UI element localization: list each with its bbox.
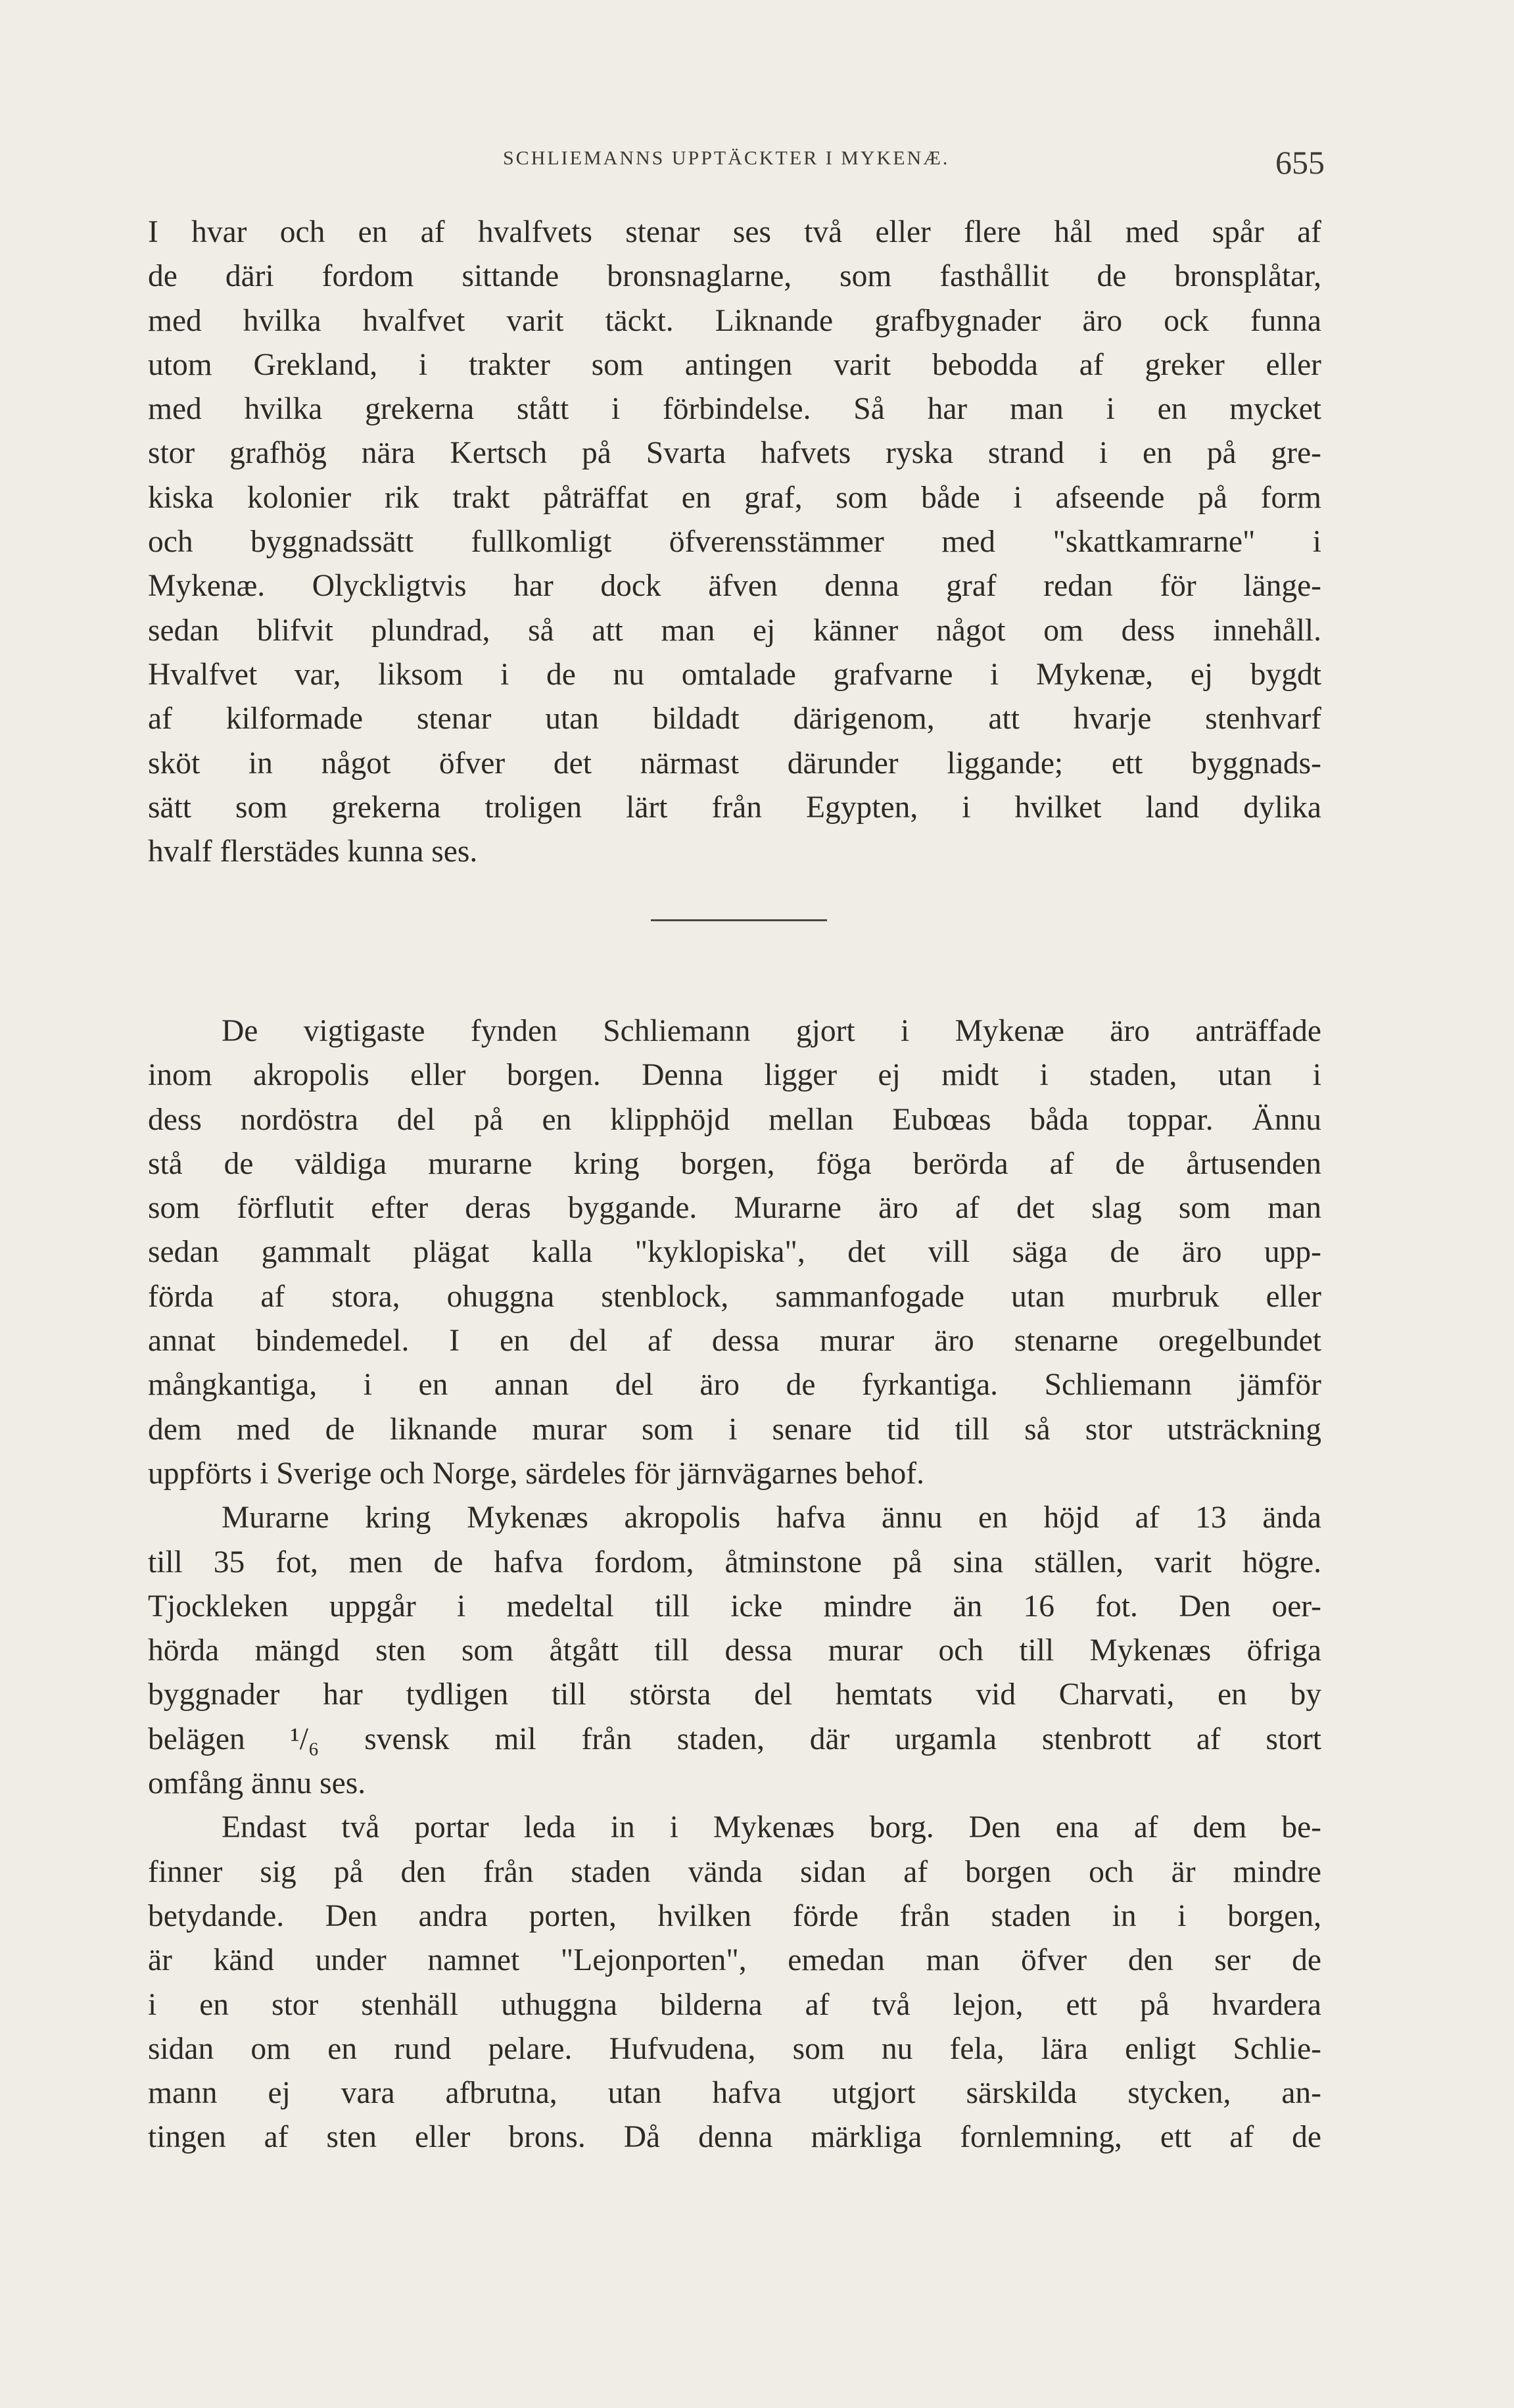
text-line: Tjockleken uppgår i medeltal till icke mindre än 16 fot. Den oer-: [148, 1589, 1321, 1624]
text-line: I hvar och en af hvalfvets stenar ses två eller flere hål med spår af: [148, 215, 1321, 249]
paragraph-akropolis: [148, 1009, 1321, 2160]
text-line: dess nordöstra del på en klipphöjd mellan Eubœas båda toppar. Ännu: [148, 1102, 1321, 1137]
page-number: 655: [1275, 144, 1325, 181]
text-line: De vigtigaste fynden Schliemann gjort i Mykenæ äro anträffade: [222, 1014, 1321, 1048]
text-line: Endast två portar leda in i Mykenæs borg. Den ena af dem be-: [222, 1810, 1321, 1845]
text-line: tingen af sten eller brons. Då denna märkliga fornlemning, ett af de: [148, 2120, 1321, 2155]
text-line: och byggnadssätt fullkomligt öfverensstämmer med "skattkamrarne" i: [148, 525, 1321, 560]
text-line: utom Grekland, i trakter som antingen varit bebodda af greker eller: [148, 347, 1321, 382]
text-line: hvalf flerstädes kunna ses.: [148, 834, 478, 869]
text-line: sedan gammalt plägat kalla "kyklopiska", det vill säga de äro upp-: [148, 1235, 1321, 1270]
text-line: sedan blifvit plundrad, så att man ej känner något om dess innehåll.: [148, 613, 1321, 648]
text-line: kiska kolonier rik trakt påträffat en graf, som både i afseende på form: [148, 480, 1321, 515]
text-line: omfång ännu ses.: [148, 1766, 366, 1801]
text-line: sköt in något öfver det närmast därunder liggande; ett byggnads-: [148, 746, 1321, 781]
text-line: hörda mängd sten som åtgått till dessa murar och till Mykenæs öfriga: [148, 1633, 1321, 1668]
paragraph-hvalf: [148, 210, 1321, 874]
text-line: mann ej vara afbrutna, utan hafva utgjort särskilda stycken, an-: [148, 2076, 1321, 2111]
text-line: som förflutit efter deras byggande. Murarne äro af det slag som man: [148, 1191, 1321, 1226]
text-line: Mykenæ. Olyckligtvis har dock äfven denna graf redan för länge-: [148, 569, 1321, 604]
text-line: dem med de liknande murar som i senare tid till så stor utsträckning: [148, 1412, 1321, 1447]
text-line: de däri fordom sittande bronsnaglarne, som fasthållit de bronsplåtar,: [148, 259, 1321, 294]
text-line: i en stor stenhäll uthuggna bilderna af två lejon, ett på hvardera: [148, 1987, 1321, 2022]
text-line: uppförts i Sverige och Norge, särdeles för järnvägarnes behof.: [148, 1456, 924, 1491]
page-header: [148, 143, 1325, 183]
text-line: till 35 fot, men de hafva fordom, åtminstone på sina ställen, varit högre.: [148, 1545, 1321, 1579]
section-divider: [651, 919, 827, 921]
text-line: sätt som grekerna troligen lärt från Egypten, i hvilket land dylika: [148, 790, 1321, 825]
text-line: inom akropolis eller borgen. Denna ligger ej midt i staden, utan i: [148, 1058, 1321, 1093]
text-line: med hvilka hvalfvet varit täckt. Liknande grafbygnader äro ock funna: [148, 303, 1321, 338]
text-line: annat bindemedel. I en del af dessa murar äro stenarne oregelbundet: [148, 1324, 1321, 1359]
text-line: mångkantiga, i en annan del äro de fyrkantiga. Schliemann jämför: [148, 1368, 1321, 1403]
text-line: stor grafhög nära Kertsch på Svarta hafvets ryska strand i en på gre-: [148, 436, 1321, 471]
text-line: Hvalfvet var, liksom i de nu omtalade grafvarne i Mykenæ, ej bygdt: [148, 657, 1321, 692]
text-line: är känd under namnet "Lejonporten", emedan man öfver den ser de: [148, 1943, 1321, 1978]
text-line: betydande. Den andra porten, hvilken förde från staden in i borgen,: [148, 1898, 1321, 1933]
text-line: af kilformade stenar utan bildadt därigenom, att hvarje stenhvarf: [148, 702, 1321, 736]
text-line: sidan om en rund pelare. Hufvudena, som nu fela, lära enligt Schlie-: [148, 2031, 1321, 2066]
text-line: stå de väldiga murarne kring borgen, föga berörda af de årtusenden: [148, 1146, 1321, 1181]
text-line: belägen ¹/₆ svensk mil från staden, där urgamla stenbrott af stort: [148, 1722, 1321, 1756]
text-line: Murarne kring Mykenæs akropolis hafva ännu en höjd af 13 ända: [222, 1501, 1321, 1535]
text-line: byggnader har tydligen till största del hemtats vid Charvati, en by: [148, 1677, 1321, 1712]
running-head: SCHLIEMANNS UPPTÄCKTER I MYKENÆ.: [503, 147, 950, 169]
text-line: finner sig på den från staden vända sidan af borgen och är mindre: [148, 1854, 1321, 1889]
text-line: förda af stora, ohuggna stenblock, sammanfogade utan murbruk eller: [148, 1279, 1321, 1314]
text-line: med hvilka grekerna stått i förbindelse. Så har man i en mycket: [148, 392, 1321, 427]
